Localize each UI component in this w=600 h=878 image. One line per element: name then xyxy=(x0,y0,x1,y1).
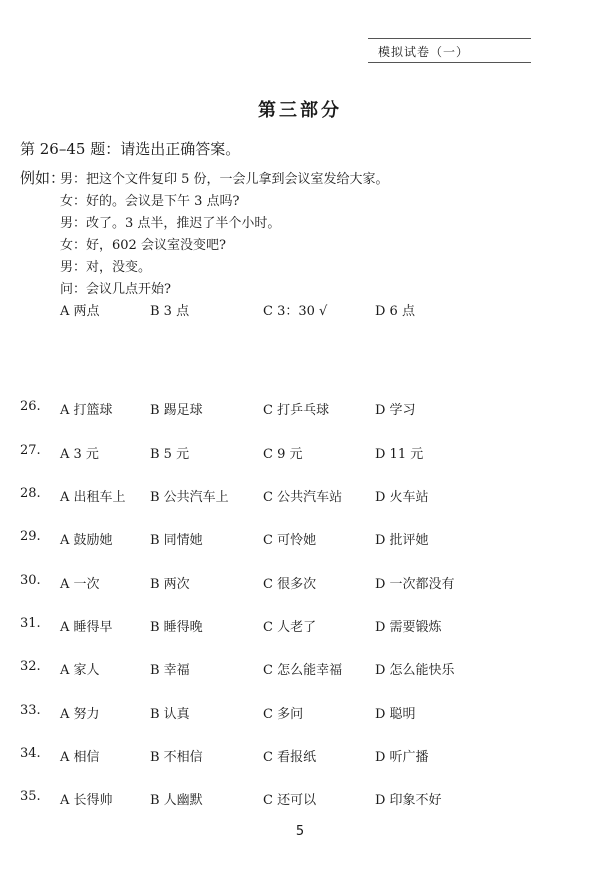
question-row xyxy=(0,486,600,508)
option-c: C 可怜她 xyxy=(263,533,317,548)
page-number: 5 xyxy=(295,824,305,839)
question-row xyxy=(0,573,600,595)
question-number: 30. xyxy=(20,573,41,588)
option-a: A 一次 xyxy=(60,577,100,592)
header-rule-bottom xyxy=(368,62,531,63)
option-a: A 家人 xyxy=(60,663,100,678)
option-a: A 睡得早 xyxy=(60,620,113,635)
option-b: B 两次 xyxy=(150,577,190,592)
question-number: 32. xyxy=(20,659,41,674)
question-number: 27. xyxy=(20,443,41,458)
option-d: D 一次都没有 xyxy=(375,577,455,592)
dialogue-line: 男：把这个文件复印 5 份，一会儿拿到会议室发给大家。 xyxy=(60,172,389,187)
example-option-b: B 3 点 xyxy=(150,304,190,319)
dialogue-question: 问：会议几点开始? xyxy=(60,282,171,297)
option-c: C 打乒乓球 xyxy=(263,403,330,418)
option-c: C 看报纸 xyxy=(263,750,317,765)
option-b: B 踢足球 xyxy=(150,403,203,418)
question-number: 33. xyxy=(20,703,41,718)
question-row xyxy=(0,443,600,465)
option-d: D 怎么能快乐 xyxy=(375,663,455,678)
option-d: D 学习 xyxy=(375,403,416,418)
option-b: B 5 元 xyxy=(150,447,190,462)
option-a: A 长得帅 xyxy=(60,793,113,808)
question-row xyxy=(0,399,600,421)
option-d: D 印象不好 xyxy=(375,793,442,808)
question-number: 28. xyxy=(20,486,41,501)
option-b: B 人幽默 xyxy=(150,793,203,808)
option-c: C 很多次 xyxy=(263,577,317,592)
question-row xyxy=(0,616,600,638)
example-option-a: A 两点 xyxy=(60,304,100,319)
option-d: D 聪明 xyxy=(375,707,416,722)
option-d: D 听广播 xyxy=(375,750,429,765)
section-title: 第三部分 xyxy=(258,100,342,121)
question-number: 31. xyxy=(20,616,41,631)
option-a: A 鼓励她 xyxy=(60,533,113,548)
option-c: C 公共汽车站 xyxy=(263,490,343,505)
question-row xyxy=(0,703,600,725)
example-label: 例如： xyxy=(20,169,66,187)
option-c: C 怎么能幸福 xyxy=(263,663,343,678)
question-row xyxy=(0,746,600,768)
option-b: B 同情她 xyxy=(150,533,203,548)
instruction-text: 第 26–45 题：请选出正确答案。 xyxy=(20,140,241,158)
header-rule-top xyxy=(368,38,531,39)
option-d: D 批评她 xyxy=(375,533,429,548)
question-row xyxy=(0,789,600,811)
option-b: B 认真 xyxy=(150,707,190,722)
option-c: C 9 元 xyxy=(263,447,303,462)
header-title: 模拟试卷（一） xyxy=(378,45,470,59)
option-c: C 还可以 xyxy=(263,793,317,808)
dialogue-line: 男：对，没变。 xyxy=(60,260,152,275)
option-d: D 11 元 xyxy=(375,447,424,462)
example-option-d: D 6 点 xyxy=(375,304,415,319)
option-b: B 公共汽车上 xyxy=(150,490,229,505)
question-number: 26. xyxy=(20,399,41,414)
dialogue-line: 女：好的。会议是下午 3 点吗? xyxy=(60,194,240,209)
option-a: A 打篮球 xyxy=(60,403,113,418)
option-d: D 需要锻炼 xyxy=(375,620,442,635)
question-number: 35. xyxy=(20,789,41,804)
option-a: A 出租车上 xyxy=(60,490,126,505)
dialogue-line: 女：好，602 会议室没变吧? xyxy=(60,238,226,253)
example-option-c: C 3：30 √ xyxy=(263,304,328,319)
option-a: A 3 元 xyxy=(60,447,99,462)
option-b: B 不相信 xyxy=(150,750,203,765)
question-number: 29. xyxy=(20,529,41,544)
question-row xyxy=(0,529,600,551)
question-row xyxy=(0,659,600,681)
option-b: B 睡得晚 xyxy=(150,620,203,635)
option-a: A 相信 xyxy=(60,750,100,765)
option-b: B 幸福 xyxy=(150,663,190,678)
option-c: C 多问 xyxy=(263,707,304,722)
dialogue-line: 男：改了。3 点半，推迟了半个小时。 xyxy=(60,216,281,231)
option-d: D 火车站 xyxy=(375,490,429,505)
option-a: A 努力 xyxy=(60,707,100,722)
question-number: 34. xyxy=(20,746,41,761)
option-c: C 人老了 xyxy=(263,620,317,635)
